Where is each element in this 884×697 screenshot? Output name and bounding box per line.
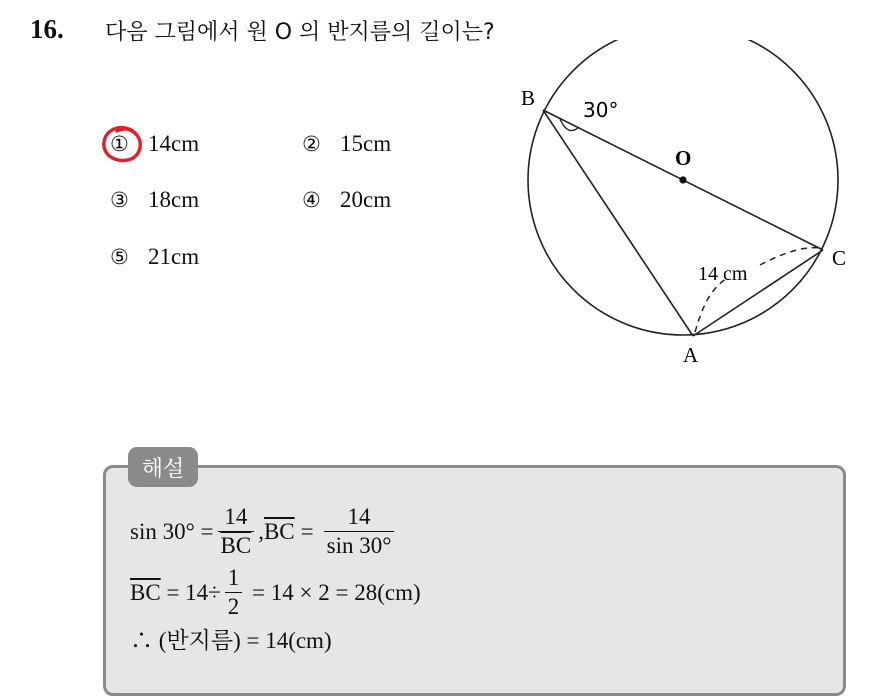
- choice-1-mark: ①: [110, 132, 129, 156]
- choice-4[interactable]: [302, 187, 391, 213]
- label-c: C: [832, 246, 847, 270]
- choice-1-text: 14cm: [148, 131, 200, 156]
- sin-lhs: sin 30° =: [130, 518, 214, 544]
- answer-circle-mark: [100, 124, 146, 166]
- choice-5-mark: ⑤: [110, 245, 129, 269]
- solution-tab: 해설: [128, 447, 198, 487]
- fraction-14-over-sin: [324, 505, 395, 558]
- question-number: 16.: [30, 14, 64, 44]
- segment-bc: $\overline{BC}$: [130, 579, 161, 605]
- equation-result: = 14 × 2 = 28(cm): [246, 579, 421, 605]
- choice-4-text: 20cm: [340, 187, 392, 212]
- choice-4-mark: ④: [302, 188, 321, 212]
- fraction-one-half: [225, 566, 243, 619]
- choice-2[interactable]: [302, 131, 391, 157]
- fraction-14-over-bc: [218, 505, 255, 558]
- choice-5-text: 21cm: [148, 244, 200, 269]
- fraction-denominator: 2: [225, 592, 243, 619]
- fraction-numerator: 1: [227, 565, 240, 590]
- angle-label: 30°: [583, 98, 619, 122]
- choice-5[interactable]: [110, 244, 199, 270]
- choice-2-text: 15cm: [340, 131, 392, 156]
- solution-line-2: [130, 566, 421, 619]
- equals-sign: =: [300, 518, 314, 544]
- solution-line-1: [130, 505, 398, 558]
- length-arc-right: [760, 248, 821, 265]
- center-point: [679, 176, 686, 183]
- length-label: 14 cm: [698, 263, 748, 285]
- choice-3[interactable]: [110, 187, 199, 213]
- fraction-numerator: 14: [224, 504, 248, 529]
- choice-3-mark: ③: [110, 188, 129, 212]
- circle-o: [528, 40, 838, 335]
- label-o: O: [675, 146, 692, 170]
- segment-bc: $\overline{BC}$: [263, 518, 295, 544]
- choice-3-text: 18cm: [148, 187, 200, 212]
- question-text: 다음 그림에서 원 O 의 반지름의 길이는?: [105, 20, 495, 45]
- comma: ,: [258, 518, 264, 544]
- choice-2-mark: ②: [302, 132, 321, 156]
- fraction-numerator: 14: [347, 504, 371, 529]
- fraction-denominator: BC: [218, 531, 255, 558]
- equation-middle: = 14÷: [160, 579, 221, 605]
- segment-ba: [543, 110, 693, 336]
- solution-line-3: ∴ (반지름) = 14(cm): [130, 628, 332, 653]
- label-a: A: [683, 343, 699, 367]
- circle-diagram: [505, 40, 875, 375]
- fraction-denominator: sin 30°: [324, 531, 395, 558]
- label-b: B: [521, 86, 536, 110]
